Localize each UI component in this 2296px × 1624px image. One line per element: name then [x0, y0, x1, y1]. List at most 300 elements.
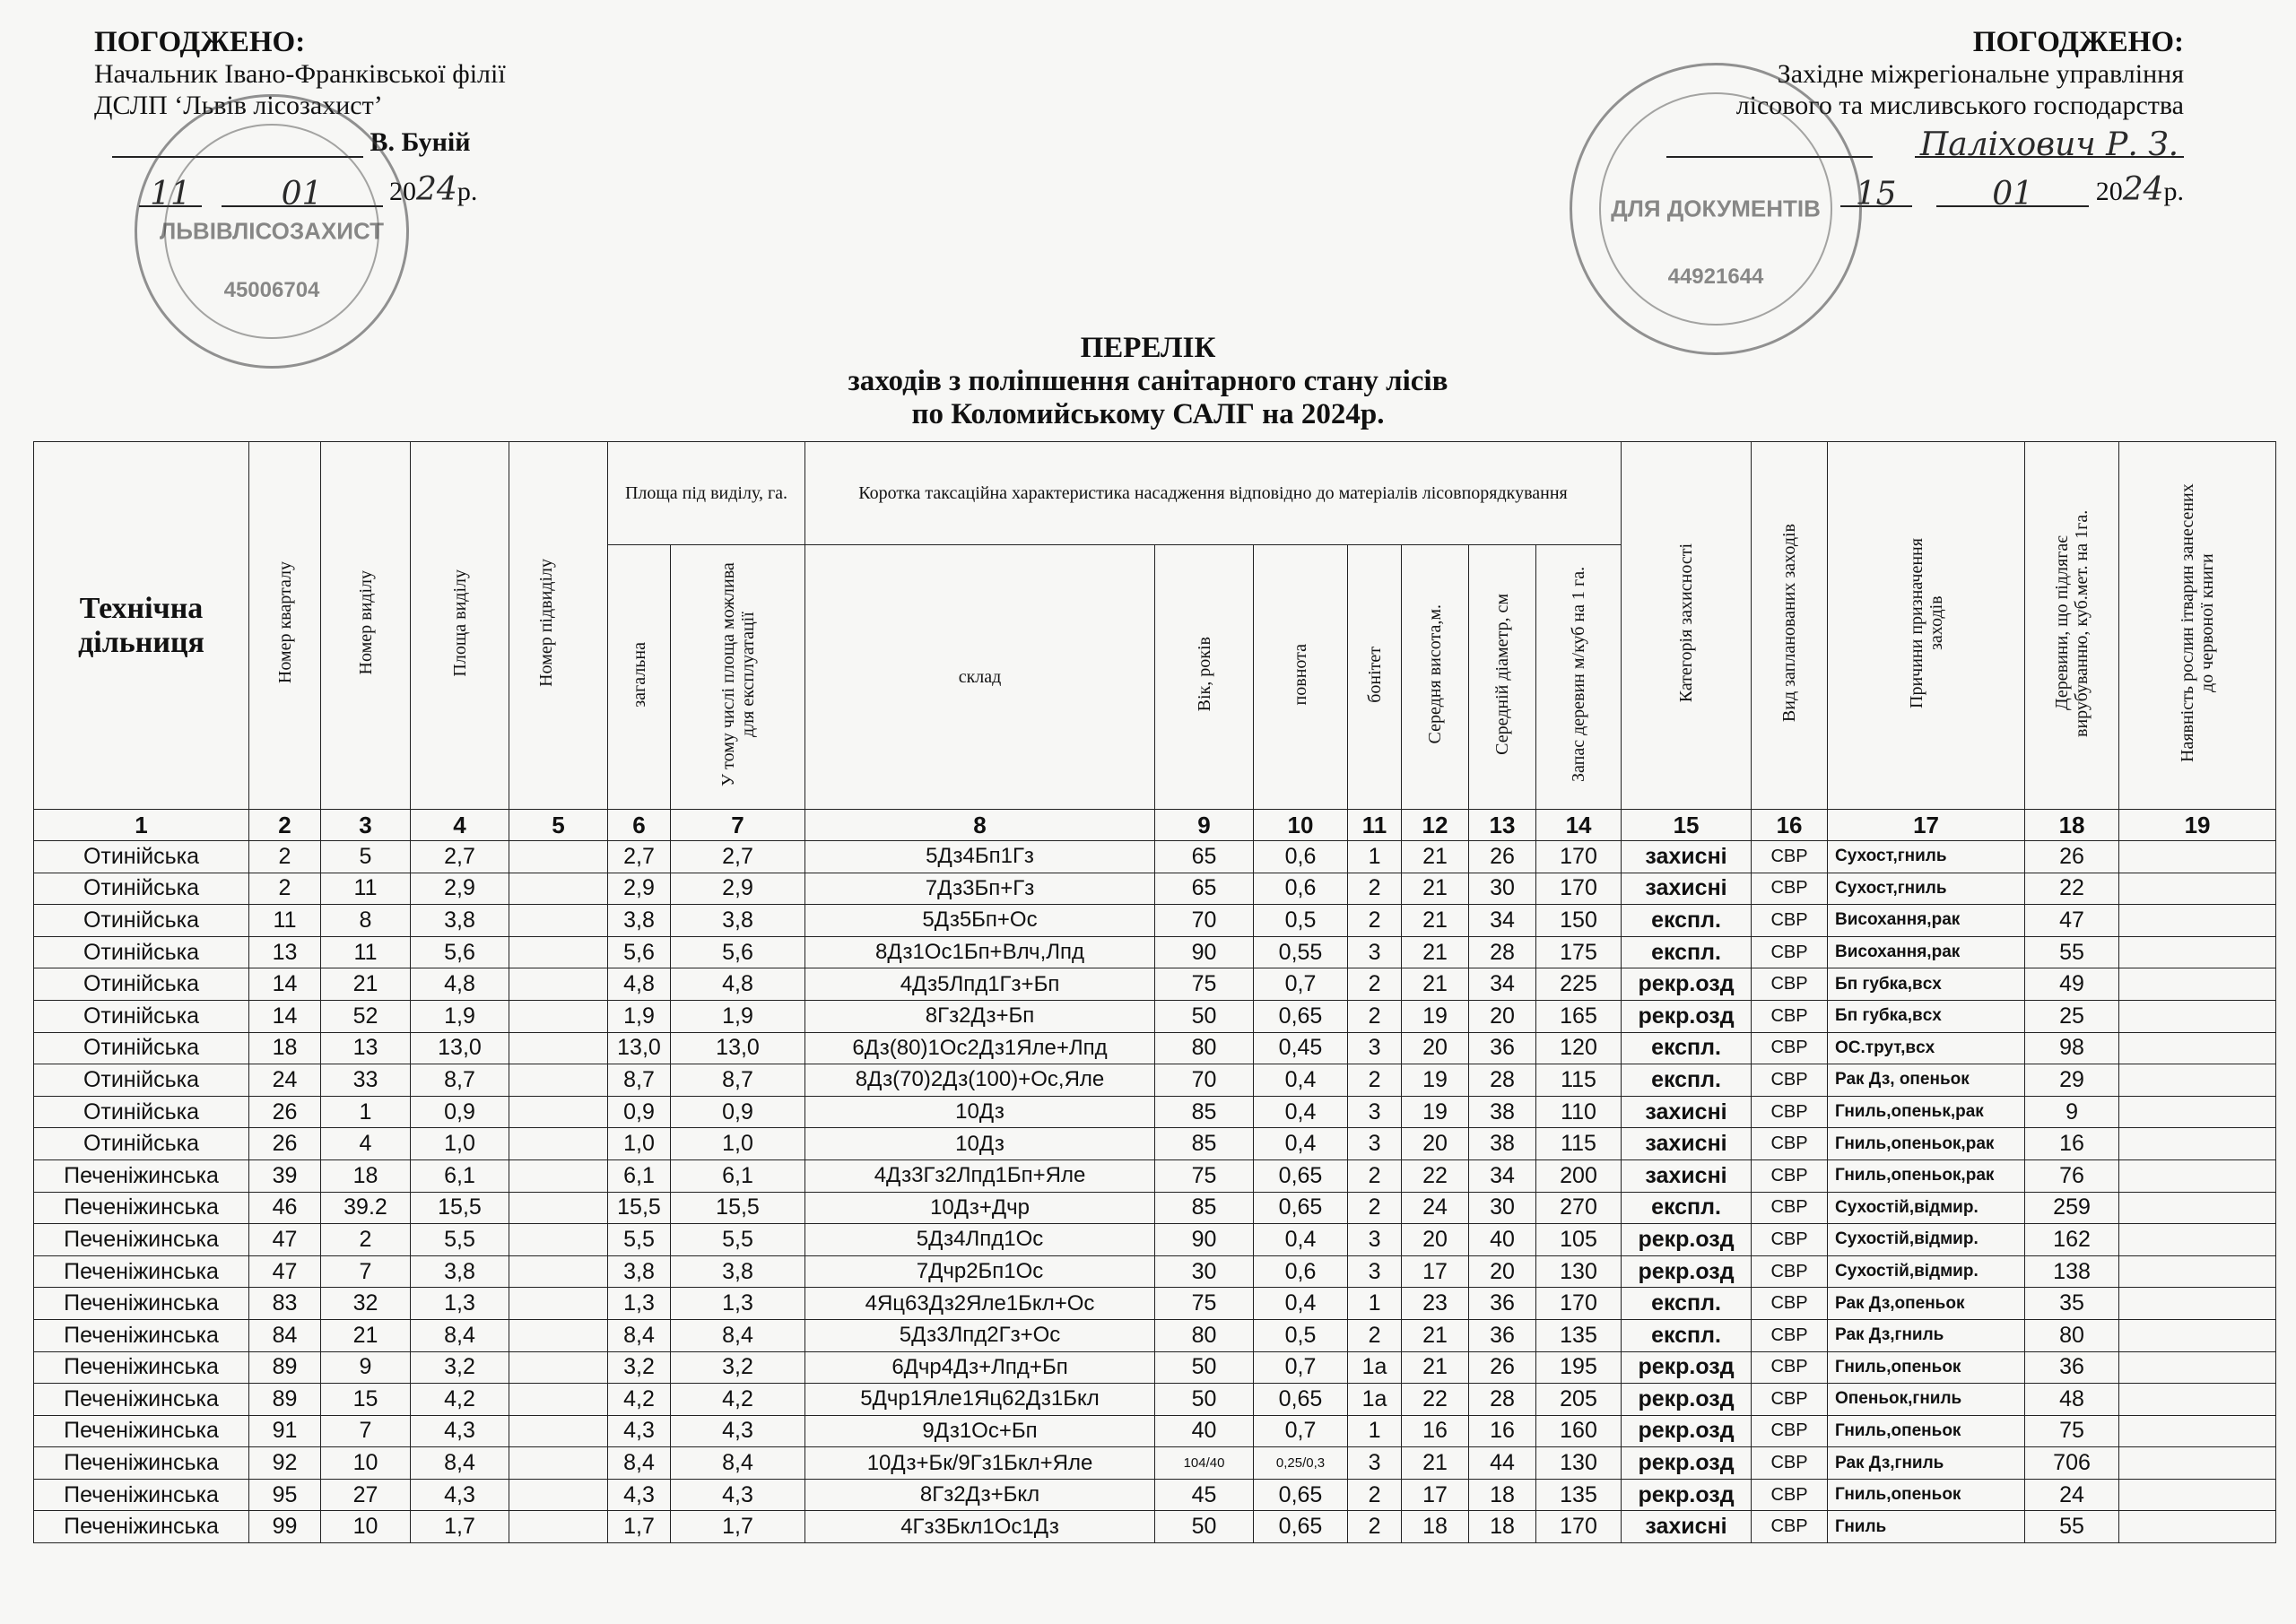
table-cell: 75: [1155, 1159, 1254, 1192]
table-cell: 0,65: [1254, 1192, 1348, 1224]
table-cell: 4Яц63Дз2Яле1Бкл+Ос: [805, 1288, 1155, 1320]
table-cell: 21: [1402, 841, 1469, 873]
table-cell: 5Дз4Бп1Гз: [805, 841, 1155, 873]
table-row: [34, 1032, 2276, 1064]
table-cell: 22: [1402, 1384, 1469, 1416]
table-cell: 1,0: [671, 1128, 805, 1160]
table-cell: Гниль,опеньок,рак: [1828, 1128, 2025, 1160]
table-cell: 120: [1536, 1032, 1622, 1064]
date-day: 11: [139, 178, 202, 207]
table-cell: [509, 1192, 608, 1224]
table-cell: Опеньок,гниль: [1828, 1384, 2025, 1416]
table-cell: 5Дз3Лпд2Гз+Ос: [805, 1319, 1155, 1351]
table-cell: 38: [1469, 1096, 1536, 1128]
table-cell: 0,5: [1254, 1319, 1348, 1351]
table-cell: 21: [1402, 1319, 1469, 1351]
table-cell: 49: [2025, 968, 2119, 1001]
table-cell: [509, 1032, 608, 1064]
table-cell: 75: [2025, 1415, 2119, 1447]
table-cell: 15,5: [411, 1192, 509, 1224]
table-cell: Рак Дз,гниль: [1828, 1319, 2025, 1351]
table-cell: 130: [1536, 1255, 1622, 1288]
table-cell: Печеніжинська: [34, 1319, 249, 1351]
table-cell: 2,7: [411, 841, 509, 873]
table-cell: 3,8: [411, 1255, 509, 1288]
table-cell: 4,8: [608, 968, 671, 1001]
table-cell: 2: [1348, 1511, 1402, 1543]
table-cell: СВР: [1752, 1384, 1828, 1416]
header-composition: склад: [805, 545, 1155, 810]
table-cell: 10Дз+Дчр: [805, 1192, 1155, 1224]
table-cell: 11: [321, 873, 411, 905]
table-cell: 92: [249, 1447, 321, 1480]
table-cell: 8,7: [671, 1064, 805, 1097]
table-cell: 33: [321, 1064, 411, 1097]
header-allotment-number: Номер виділу: [321, 442, 411, 810]
table-cell: захисні: [1622, 1096, 1752, 1128]
table-body: [34, 841, 2276, 1543]
table-cell: 3,2: [411, 1351, 509, 1384]
column-number: 11: [1348, 810, 1402, 841]
table-cell: 0,6: [1254, 873, 1348, 905]
table-cell: 5,5: [608, 1224, 671, 1256]
table-cell: 135: [1536, 1319, 1622, 1351]
table-cell: 7Дчр2Бп1Ос: [805, 1255, 1155, 1288]
table-cell: 4,8: [411, 968, 509, 1001]
table-cell: 1,0: [411, 1128, 509, 1160]
table-cell: СВР: [1752, 873, 1828, 905]
header-stock: Запас деревин м/куб на 1 га.: [1536, 545, 1622, 810]
table-cell: [509, 1064, 608, 1097]
table-cell: [509, 841, 608, 873]
table-cell: 2,9: [671, 873, 805, 905]
table-cell: 3,2: [671, 1351, 805, 1384]
table-cell: 0,55: [1254, 936, 1348, 968]
table-cell: 91: [249, 1415, 321, 1447]
table-row: [34, 1415, 2276, 1447]
table-cell: 83: [249, 1288, 321, 1320]
table-cell: 9: [321, 1351, 411, 1384]
table-cell: Печеніжинська: [34, 1192, 249, 1224]
approval-heading: ПОГОДЖЕНО:: [94, 26, 306, 58]
table-cell: [2119, 1319, 2276, 1351]
table-cell: 19: [1402, 1000, 1469, 1032]
table-cell: 2: [1348, 968, 1402, 1001]
table-cell: 0,65: [1254, 1384, 1348, 1416]
table-cell: 16: [1402, 1415, 1469, 1447]
table-cell: Отинійська: [34, 968, 249, 1001]
stamp-number: 45006704: [223, 278, 320, 302]
table-cell: 89: [249, 1384, 321, 1416]
column-number: 8: [805, 810, 1155, 841]
table-cell: 15: [321, 1384, 411, 1416]
table-cell: [509, 1384, 608, 1416]
table-cell: 8Гз2Дз+Бп: [805, 1000, 1155, 1032]
table-cell: Отинійська: [34, 873, 249, 905]
table-cell: 15,5: [671, 1192, 805, 1224]
table-cell: 25: [2025, 1000, 2119, 1032]
table-cell: [2119, 1415, 2276, 1447]
table-cell: 170: [1536, 1288, 1622, 1320]
table-cell: 32: [321, 1288, 411, 1320]
table-cell: СВР: [1752, 1224, 1828, 1256]
table-cell: 3: [1348, 1224, 1402, 1256]
table-cell: [509, 873, 608, 905]
table-cell: 46: [249, 1192, 321, 1224]
table-cell: 65: [1155, 873, 1254, 905]
column-number: 7: [671, 810, 805, 841]
table-cell: Печеніжинська: [34, 1384, 249, 1416]
table-cell: 20: [1469, 1255, 1536, 1288]
table-cell: 0,65: [1254, 1511, 1348, 1543]
table-cell: 45: [1155, 1479, 1254, 1511]
table-cell: 259: [2025, 1192, 2119, 1224]
table-cell: [509, 1224, 608, 1256]
table-cell: 21: [1402, 1447, 1469, 1480]
table-cell: 3,8: [608, 905, 671, 937]
header-taxation-group: Коротка таксаційна характеристика насадження відповідно до матеріалів лісовпорядкування: [805, 442, 1622, 545]
column-number: 13: [1469, 810, 1536, 841]
table-cell: 4Дз3Гз2Лпд1Бп+Яле: [805, 1159, 1155, 1192]
column-number: 19: [2119, 810, 2276, 841]
table-cell: 70: [1155, 1064, 1254, 1097]
table-cell: Печеніжинська: [34, 1351, 249, 1384]
table-cell: 2: [249, 841, 321, 873]
table-cell: 4Дз5Лпд1Гз+Бп: [805, 968, 1155, 1001]
column-number: 18: [2025, 810, 2119, 841]
column-number: 15: [1622, 810, 1752, 841]
table-cell: СВР: [1752, 841, 1828, 873]
table-cell: рекр.озд: [1622, 1479, 1752, 1511]
table-cell: Гниль,опеньок: [1828, 1479, 2025, 1511]
table-cell: рекр.озд: [1622, 1255, 1752, 1288]
table-cell: 110: [1536, 1096, 1622, 1128]
table-cell: 21: [1402, 968, 1469, 1001]
table-cell: 0,5: [1254, 905, 1348, 937]
table-cell: [509, 1479, 608, 1511]
table-cell: 0,25/0,3: [1254, 1447, 1348, 1480]
table-row: [34, 1224, 2276, 1256]
table-cell: Отинійська: [34, 936, 249, 968]
table-cell: 2: [1348, 905, 1402, 937]
column-number: 17: [1828, 810, 2025, 841]
table-cell: Рак Дз,опеньок: [1828, 1288, 2025, 1320]
table-cell: СВР: [1752, 936, 1828, 968]
table-cell: Отинійська: [34, 1128, 249, 1160]
title-line: ПЕРЕЛІК: [1080, 332, 1216, 364]
table-cell: Отинійська: [34, 1000, 249, 1032]
table-cell: 2,7: [608, 841, 671, 873]
table-cell: СВР: [1752, 1000, 1828, 1032]
table-cell: Бп губка,вcх: [1828, 968, 2025, 1001]
table-cell: 5: [321, 841, 411, 873]
table-cell: 84: [249, 1319, 321, 1351]
table-cell: 270: [1536, 1192, 1622, 1224]
table-cell: 28: [1469, 1064, 1536, 1097]
table-cell: 2,7: [671, 841, 805, 873]
table-cell: 76: [2025, 1159, 2119, 1192]
table-cell: 11: [249, 905, 321, 937]
table-cell: 1,7: [411, 1511, 509, 1543]
table-cell: 7: [321, 1255, 411, 1288]
signer-name: В. Буній: [370, 127, 471, 157]
table-cell: 38: [1469, 1128, 1536, 1160]
table-cell: 3: [1348, 1447, 1402, 1480]
table-cell: 175: [1536, 936, 1622, 968]
header-technical-site: Технічна дільниця: [34, 442, 249, 810]
table-cell: 7: [321, 1415, 411, 1447]
column-number: 5: [509, 810, 608, 841]
table-cell: 2: [1348, 1192, 1402, 1224]
table-cell: 22: [1402, 1159, 1469, 1192]
table-cell: 2: [1348, 873, 1402, 905]
table-cell: 24: [2025, 1479, 2119, 1511]
table-cell: рекр.озд: [1622, 1351, 1752, 1384]
table-cell: 50: [1155, 1384, 1254, 1416]
date-year-hand: 24: [416, 171, 457, 208]
table-cell: 3,2: [608, 1351, 671, 1384]
table-cell: 1,9: [608, 1000, 671, 1032]
table-cell: рекр.озд: [1622, 1224, 1752, 1256]
table-cell: експл.: [1622, 1192, 1752, 1224]
table-cell: [509, 1000, 608, 1032]
table-cell: 20: [1469, 1000, 1536, 1032]
table-cell: Рак Дз, опеньок: [1828, 1064, 2025, 1097]
table-cell: 7Дз3Бп+Гз: [805, 873, 1155, 905]
table-cell: 165: [1536, 1000, 1622, 1032]
table-cell: СВР: [1752, 1511, 1828, 1543]
table-cell: захисні: [1622, 1159, 1752, 1192]
table-cell: 5,5: [671, 1224, 805, 1256]
table-cell: 17: [1402, 1479, 1469, 1511]
table-cell: 200: [1536, 1159, 1622, 1192]
table-cell: 2: [1348, 1479, 1402, 1511]
table-cell: 4,3: [411, 1479, 509, 1511]
table-cell: 35: [2025, 1288, 2119, 1320]
table-cell: 1: [321, 1096, 411, 1128]
table-cell: 19: [1402, 1096, 1469, 1128]
table-cell: 8Дз1Ос1Бп+Влч,Лпд: [805, 936, 1155, 968]
table-cell: 8,4: [411, 1447, 509, 1480]
table-row: [34, 1447, 2276, 1480]
table-row: [34, 1064, 2276, 1097]
table-cell: 28: [1469, 936, 1536, 968]
header-avg-height: Середня висота,м.: [1402, 545, 1469, 810]
table-cell: рекр.озд: [1622, 968, 1752, 1001]
table-cell: 5,6: [671, 936, 805, 968]
table-cell: рекр.озд: [1622, 1447, 1752, 1480]
table-cell: 52: [321, 1000, 411, 1032]
table-cell: 29: [2025, 1064, 2119, 1097]
table-cell: 30: [1469, 1192, 1536, 1224]
table-cell: Гниль,опеньок: [1828, 1351, 2025, 1384]
date-suffix: р.: [457, 177, 478, 206]
table-cell: [509, 1447, 608, 1480]
table-cell: 4,3: [608, 1479, 671, 1511]
table-cell: Бп губка,вcх: [1828, 1000, 2025, 1032]
table-cell: 30: [1469, 873, 1536, 905]
table-cell: 34: [1469, 1159, 1536, 1192]
header-area-total: загальна: [608, 545, 671, 810]
table-cell: 20: [1402, 1128, 1469, 1160]
table-cell: 2: [1348, 1000, 1402, 1032]
table-cell: 0,65: [1254, 1159, 1348, 1192]
date-month: 01: [1936, 178, 2089, 207]
table-cell: 170: [1536, 1511, 1622, 1543]
table-cell: 4,3: [671, 1479, 805, 1511]
table-cell: 225: [1536, 968, 1622, 1001]
table-cell: 5,6: [411, 936, 509, 968]
table-cell: 5Дчр1Яле1Яц62Дз1Бкл: [805, 1384, 1155, 1416]
column-number-row: [34, 810, 2276, 841]
table-cell: 0,4: [1254, 1096, 1348, 1128]
table-row: [34, 841, 2276, 873]
table-row: [34, 1384, 2276, 1416]
table-cell: 17: [1402, 1255, 1469, 1288]
table-cell: 4,3: [411, 1415, 509, 1447]
table-cell: Отинійська: [34, 1064, 249, 1097]
table-cell: 1,3: [411, 1288, 509, 1320]
table-cell: 18: [1469, 1479, 1536, 1511]
table-cell: 1а: [1348, 1384, 1402, 1416]
table-cell: 90: [1155, 1224, 1254, 1256]
table-cell: СВР: [1752, 1288, 1828, 1320]
table-cell: 95: [249, 1479, 321, 1511]
table-cell: 3: [1348, 1255, 1402, 1288]
table-cell: СВР: [1752, 1319, 1828, 1351]
table-cell: 8,4: [671, 1447, 805, 1480]
table-cell: 8,4: [411, 1319, 509, 1351]
table-cell: 4,2: [608, 1384, 671, 1416]
table-cell: Сухостій,відмир.: [1828, 1192, 2025, 1224]
table-cell: Отинійська: [34, 905, 249, 937]
table-cell: 2,9: [411, 873, 509, 905]
table-row: [34, 968, 2276, 1001]
stamp-number: 44921644: [1667, 265, 1764, 289]
table-cell: СВР: [1752, 1096, 1828, 1128]
header-planned-measures: Вид запланованих заходів: [1752, 442, 1828, 810]
table-cell: 8: [321, 905, 411, 937]
table-cell: експл.: [1622, 1319, 1752, 1351]
table-cell: 6Дз(80)1Ос2Дз1Яле+Лпд: [805, 1032, 1155, 1064]
table-cell: 28: [1469, 1384, 1536, 1416]
table-cell: Гниль,опеньок: [1828, 1415, 2025, 1447]
header-timber-volume: Деревини, що підлягає вирубуванню, куб.мет. на 1га.: [2025, 442, 2119, 810]
table-cell: 0,65: [1254, 1479, 1348, 1511]
table-cell: 13: [249, 936, 321, 968]
table-cell: 44: [1469, 1447, 1536, 1480]
table-cell: СВР: [1752, 1128, 1828, 1160]
header-area-group: Площа під виділу, га.: [608, 442, 805, 545]
table-cell: 1а: [1348, 1351, 1402, 1384]
table-cell: Отинійська: [34, 1096, 249, 1128]
table-cell: 22: [2025, 873, 2119, 905]
table-cell: 9: [2025, 1096, 2119, 1128]
date-year-hand: 24: [2122, 171, 2164, 208]
header-quarter-number: Номер кварталу: [249, 442, 321, 810]
table-cell: 50: [1155, 1511, 1254, 1543]
header-area-exploitable: У тому числі площа можлива для експлуатації: [671, 545, 805, 810]
table-cell: 0,4: [1254, 1064, 1348, 1097]
table-cell: СВР: [1752, 905, 1828, 937]
table-cell: [2119, 1159, 2276, 1192]
table-cell: [2119, 1000, 2276, 1032]
table-cell: 20: [1402, 1032, 1469, 1064]
table-cell: рекр.озд: [1622, 1000, 1752, 1032]
date-month: 01: [222, 178, 383, 207]
table-cell: 135: [1536, 1479, 1622, 1511]
table-cell: 18: [1402, 1511, 1469, 1543]
table-cell: [509, 1415, 608, 1447]
table-cell: 26: [2025, 841, 2119, 873]
table-cell: 115: [1536, 1128, 1622, 1160]
table-cell: 5Дз5Бп+Ос: [805, 905, 1155, 937]
table-cell: 21: [1402, 873, 1469, 905]
table-cell: 8,4: [608, 1319, 671, 1351]
table-cell: Печеніжинська: [34, 1255, 249, 1288]
table-cell: 0,4: [1254, 1288, 1348, 1320]
table-cell: [509, 936, 608, 968]
table-cell: 39: [249, 1159, 321, 1192]
table-cell: 26: [1469, 841, 1536, 873]
table-cell: Гниль: [1828, 1511, 2025, 1543]
table-cell: 3: [1348, 1128, 1402, 1160]
table-cell: [2119, 1224, 2276, 1256]
table-cell: [509, 1096, 608, 1128]
table-cell: 89: [249, 1351, 321, 1384]
table-cell: 13: [321, 1032, 411, 1064]
table-cell: 2: [249, 873, 321, 905]
table-cell: 0,4: [1254, 1224, 1348, 1256]
table-cell: 50: [1155, 1351, 1254, 1384]
title-line: заходів з поліпшення санітарного стану лісів: [848, 365, 1448, 397]
column-number: 14: [1536, 810, 1622, 841]
table-cell: 2: [1348, 1319, 1402, 1351]
table-cell: 1,9: [671, 1000, 805, 1032]
table-cell: 2: [321, 1224, 411, 1256]
table-cell: 26: [1469, 1351, 1536, 1384]
table-cell: рекр.озд: [1622, 1415, 1752, 1447]
table-cell: 4,2: [411, 1384, 509, 1416]
table-cell: 9Дз1Ос+Бп: [805, 1415, 1155, 1447]
table-cell: експл.: [1622, 1032, 1752, 1064]
table-cell: 170: [1536, 841, 1622, 873]
table-cell: 30: [1155, 1255, 1254, 1288]
table-cell: 36: [1469, 1319, 1536, 1351]
table-cell: Отинійська: [34, 841, 249, 873]
header-bonitet: бонітет: [1348, 545, 1402, 810]
table-cell: СВР: [1752, 1159, 1828, 1192]
table-cell: 21: [1402, 936, 1469, 968]
table-row: [34, 1319, 2276, 1351]
table-cell: [509, 1511, 608, 1543]
approval-heading: ПОГОДЖЕНО:: [1972, 26, 2184, 58]
table-cell: [2119, 1384, 2276, 1416]
table-cell: СВР: [1752, 1351, 1828, 1384]
table-cell: захисні: [1622, 1128, 1752, 1160]
table-row: [34, 1479, 2276, 1511]
table-cell: 8,4: [608, 1447, 671, 1480]
table-cell: [2119, 1032, 2276, 1064]
table-cell: захисні: [1622, 1511, 1752, 1543]
column-number: 9: [1155, 810, 1254, 841]
table-cell: [509, 1351, 608, 1384]
table-cell: [509, 1159, 608, 1192]
header-reasons: Причини призначення заходів: [1828, 442, 2025, 810]
header-protection-category: Категорія захисності: [1622, 442, 1752, 810]
table-cell: 26: [249, 1128, 321, 1160]
sanitary-measures-table: [33, 441, 2275, 1543]
